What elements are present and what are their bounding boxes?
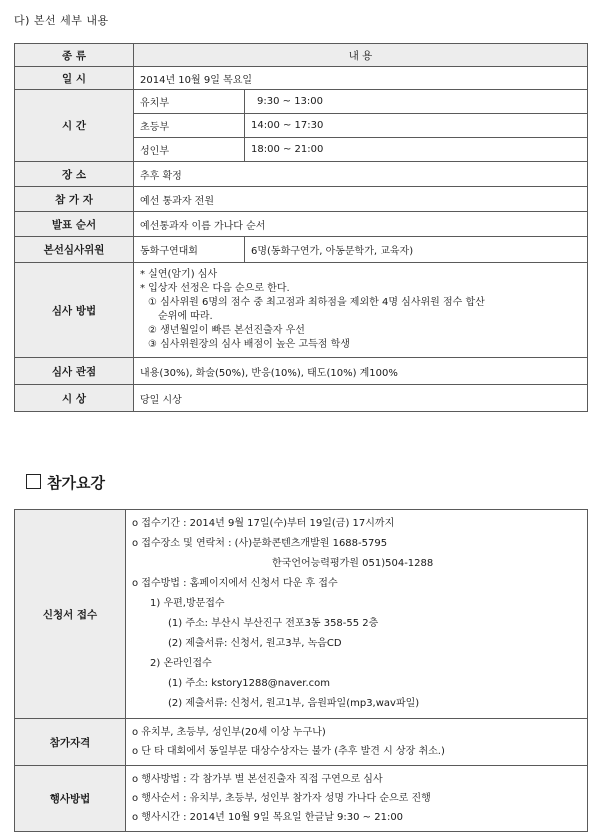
time-division: 초등부 <box>134 114 245 138</box>
date-label: 일 시 <box>15 67 134 90</box>
judges-label: 본선심사위원 <box>15 237 134 263</box>
application-line: (1) 주소: kstory1288@naver.com <box>168 678 330 689</box>
detail-table-header <box>15 44 588 67</box>
order-value: 예선통과자 이름 가나다 순서 <box>134 212 588 237</box>
application-line: (2) 제출서류: 신청서, 원고1부, 음원파일(mp3,wav파일) <box>168 698 420 709</box>
time-value: 14:00 ~ 17:30 <box>245 114 588 138</box>
method-line: ① 심사위원 6명의 점수 중 최고점과 최하점을 제외한 4명 심사위원 점수 합산 <box>148 297 485 308</box>
row-date <box>15 67 588 90</box>
event-line: o 행사시간 : 2014년 10월 9일 목요일 한글날 9:30 ~ 21:00 <box>132 812 404 823</box>
judges-group: 동화구연대회 <box>134 237 245 263</box>
eligibility-label: 참가자격 <box>15 719 126 766</box>
event-label: 행사방법 <box>15 766 126 832</box>
section-heading: 다) 본선 세부 내용 <box>14 14 109 27</box>
time-label: 시 간 <box>15 90 134 162</box>
method-line: * 입상자 선정은 다음 순으로 한다. <box>140 283 290 294</box>
criteria-value: 내용(30%), 화술(50%), 반응(10%), 태도(10%) 계100% <box>134 358 588 385</box>
time-division: 성인부 <box>134 138 245 162</box>
place-value: 추후 확정 <box>134 162 588 187</box>
application-line: (2) 제출서류: 신청서, 원고3부, 녹음CD <box>168 638 342 649</box>
method-line: 순위에 따라. <box>158 311 213 322</box>
application-line: 한국언어능력평가원 051)504-1288 <box>272 558 434 569</box>
event-line: o 행사방법 : 각 참가부 별 본선진출자 직접 구연으로 심사 <box>132 774 383 785</box>
row-method <box>15 263 588 358</box>
row-judges <box>15 237 588 263</box>
date-value: 2014년 10월 9일 목요일 <box>134 67 588 90</box>
method-line: * 실연(암기) 심사 <box>140 269 218 280</box>
judges-value: 6명(동화구연가, 아동문학가, 교육자) <box>245 237 588 263</box>
header-content: 내 용 <box>134 44 588 67</box>
event-value <box>126 766 588 832</box>
application-value <box>126 510 588 719</box>
time-value: 18:00 ~ 21:00 <box>245 138 588 162</box>
participation-title <box>26 472 105 493</box>
eligibility-line: o 단 타 대회에서 동일부문 대상수상자는 불가 (추후 발견 시 상장 취소.) <box>132 746 445 757</box>
time-value: 9:30 ~ 13:00 <box>245 90 588 114</box>
participation-table <box>14 509 588 832</box>
application-line: 2) 온라인접수 <box>150 658 212 669</box>
method-label: 심사 방법 <box>15 263 134 358</box>
row-criteria <box>15 358 588 385</box>
row-place <box>15 162 588 187</box>
application-line: (1) 주소: 부산시 부산진구 전포3동 358-55 2층 <box>168 618 379 629</box>
time-division: 유치부 <box>134 90 245 114</box>
participation-title-text: 참가요강 <box>47 474 105 492</box>
detail-table <box>14 43 588 412</box>
award-label: 시 상 <box>15 385 134 412</box>
order-label: 발표 순서 <box>15 212 134 237</box>
criteria-label: 심사 관점 <box>15 358 134 385</box>
participants-label: 참 가 자 <box>15 187 134 212</box>
application-label: 신청서 접수 <box>15 510 126 719</box>
application-line: o 접수장소 및 연락처 : (사)문화콘텐츠개발원 1688-5795 <box>132 538 388 549</box>
eligibility-value <box>126 719 588 766</box>
row-eligibility <box>15 719 588 766</box>
place-label: 장 소 <box>15 162 134 187</box>
row-order <box>15 212 588 237</box>
participants-value: 예선 통과자 전원 <box>134 187 588 212</box>
award-value: 당일 시상 <box>134 385 588 412</box>
checkbox-square-icon <box>26 474 41 489</box>
event-line: o 행사순서 : 유치부, 초등부, 성인부 참가자 성명 가나다 순으로 진행 <box>132 793 431 804</box>
header-type: 종 류 <box>15 44 134 67</box>
application-line: o 접수기간 : 2014년 9월 17일(수)부터 19일(금) 17시까지 <box>132 518 395 529</box>
method-line: ② 생년월일이 빠른 본선진출자 우선 <box>148 325 305 336</box>
row-participants <box>15 187 588 212</box>
method-line: ③ 심사위원장의 심사 배점이 높은 고득점 학생 <box>148 339 350 350</box>
application-line: 1) 우편,방문접수 <box>150 598 225 609</box>
row-time-1 <box>15 90 588 114</box>
method-value <box>134 263 588 358</box>
row-event <box>15 766 588 832</box>
eligibility-line: o 유치부, 초등부, 성인부(20세 이상 누구나) <box>132 727 326 738</box>
application-line: o 접수방법 : 홈페이지에서 신청서 다운 후 접수 <box>132 578 338 589</box>
row-application <box>15 510 588 719</box>
row-award <box>15 385 588 412</box>
